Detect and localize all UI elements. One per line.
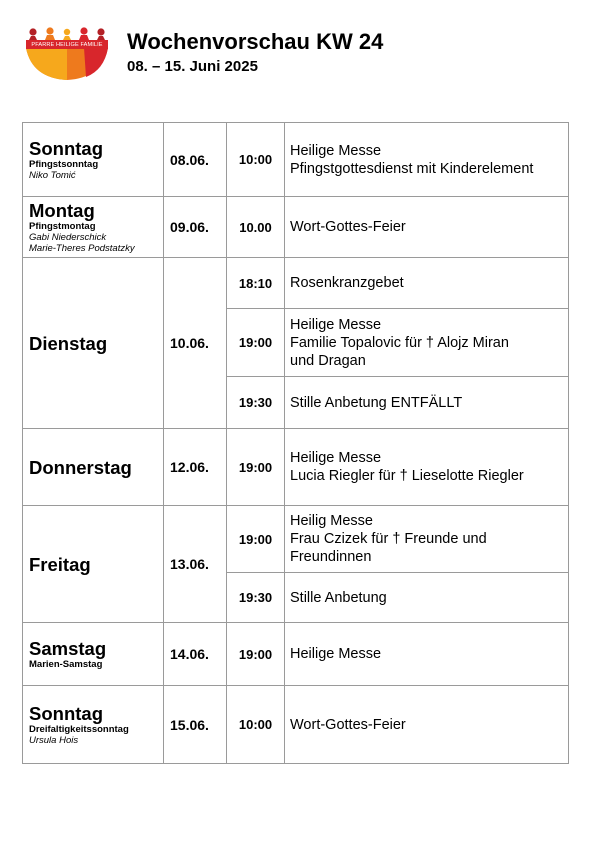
date-cell: 14.06. — [164, 623, 227, 686]
day-name: Sonntag — [29, 703, 103, 724]
date-cell: 10.06. — [164, 258, 227, 429]
day-subtitle: Marien-Samstag — [29, 659, 103, 670]
day-name: Dienstag — [29, 332, 108, 354]
event-line: Stille Anbetung ENTFÄLLT — [290, 394, 463, 411]
event-line: Heilige Messe — [290, 646, 382, 662]
time-cell: 10:00 — [227, 123, 285, 197]
schedule-row — [23, 686, 569, 764]
date-cell: 08.06. — [164, 123, 227, 197]
event-line: Pfingstgottesdienst mit Kinderelement — [290, 160, 534, 177]
event-line: Wort-Gottes-Feier — [290, 716, 406, 733]
event-line: und Dragan — [290, 352, 366, 369]
event-description — [285, 377, 569, 429]
family-figures-icon — [24, 26, 110, 82]
event-line: Lucia Riegler für † Lieselotte Riegler — [290, 468, 524, 484]
time-cell: 19:00 — [227, 429, 285, 506]
day-subtitle: Dreifaltigkeitssonntag — [29, 724, 129, 735]
time-cell: 19:30 — [227, 573, 285, 623]
date-cell: 09.06. — [164, 197, 227, 258]
day-cell — [23, 429, 164, 506]
day-cell — [23, 623, 164, 686]
event-description — [285, 573, 569, 623]
schedule-row — [23, 123, 569, 197]
schedule-row — [23, 623, 569, 686]
schedule-row — [23, 258, 569, 309]
date-cell: 12.06. — [164, 429, 227, 506]
event-description — [285, 623, 569, 686]
event-line: Stille Anbetung — [290, 589, 387, 606]
day-subtitle: Pfingstsonntag — [29, 159, 99, 170]
schedule-row — [23, 506, 569, 573]
event-line: Freundinnen — [290, 549, 372, 565]
time-cell: 10.00 — [227, 197, 285, 258]
event-line: Frau Czizek für † Freunde und — [290, 531, 487, 547]
date-cell: 13.06. — [164, 506, 227, 623]
day-person: Ursula Hois — [29, 735, 79, 746]
day-person: Gabi Niederschick — [29, 232, 107, 243]
parish-logo — [24, 26, 110, 82]
event-description — [285, 197, 569, 258]
date-range: 08. – 15. Juni 2025 — [127, 58, 258, 75]
event-line: Heilige Messe — [290, 316, 382, 333]
day-person: Niko Tomić — [29, 170, 76, 181]
time-cell: 19:30 — [227, 377, 285, 429]
day-name: Samstag — [29, 638, 107, 659]
day-name: Sonntag — [29, 138, 103, 159]
event-description — [285, 506, 569, 573]
schedule-table — [22, 122, 569, 764]
day-person: Marie-Theres Podstatzky — [29, 243, 135, 254]
day-name: Freitag — [29, 553, 91, 575]
day-cell — [23, 686, 164, 764]
event-description — [285, 686, 569, 764]
time-cell: 19:00 — [227, 623, 285, 686]
time-cell: 10:00 — [227, 686, 285, 764]
time-cell: 19:00 — [227, 506, 285, 573]
event-line: Heilig Messe — [290, 513, 373, 529]
schedule-row — [23, 429, 569, 506]
time-cell: 18:10 — [227, 258, 285, 309]
day-cell — [23, 197, 164, 258]
day-name: Donnerstag — [29, 456, 132, 478]
event-line: Wort-Gottes-Feier — [290, 219, 406, 235]
day-cell — [23, 258, 164, 429]
event-line: Rosenkranzgebet — [290, 275, 404, 291]
event-description — [285, 123, 569, 197]
day-cell — [23, 123, 164, 197]
event-description — [285, 309, 569, 377]
time-cell: 19:00 — [227, 309, 285, 377]
event-description — [285, 258, 569, 309]
event-line: Heilige Messe — [290, 142, 382, 159]
day-cell — [23, 506, 164, 623]
day-subtitle: Pfingstmontag — [29, 221, 96, 232]
logo-text: PFARRE HEILIGE FAMILIE — [31, 42, 103, 48]
page-title: Wochenvorschau KW 24 — [127, 29, 384, 54]
schedule-row — [23, 197, 569, 258]
event-line: Familie Topalovic für † Alojz Miran — [290, 334, 509, 351]
date-cell: 15.06. — [164, 686, 227, 764]
event-description — [285, 429, 569, 506]
event-line: Heilige Messe — [290, 450, 382, 466]
day-name: Montag — [29, 200, 95, 221]
